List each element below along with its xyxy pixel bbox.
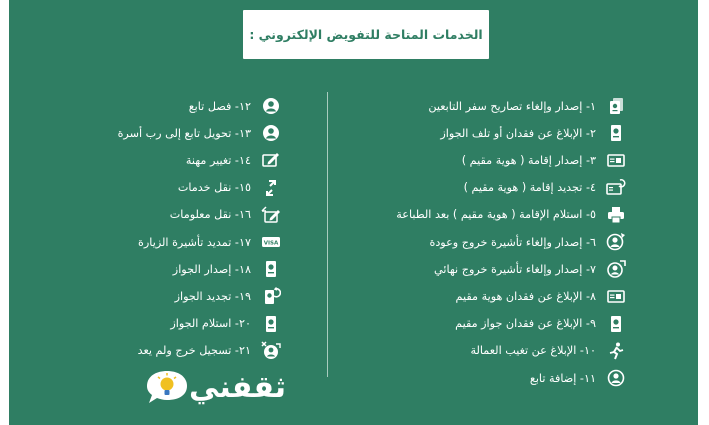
right-column-item: [530, 366, 627, 390]
service-label: ٢٠- استلام الجواز: [170, 317, 251, 331]
left-column-item: [178, 176, 282, 200]
services-panel: [9, 0, 698, 425]
right-column-item: [455, 312, 627, 336]
left-column-item: [186, 148, 282, 172]
service-label: ١- إصدار وإلغاء تصاريح سفر التابعين: [428, 99, 596, 113]
service-label: ١٢- فصل تابع: [188, 99, 251, 113]
svg-text:VISA: VISA: [263, 240, 279, 247]
id-card-icon: [605, 149, 627, 171]
service-label: ٥- استلام الإقامة ( هوية مقيم ) بعد الطباعة: [396, 208, 596, 222]
right-column-item: [470, 339, 627, 363]
lightbulb-bubble-icon: [145, 368, 189, 406]
right-column-item: [440, 121, 627, 145]
passport-icon: [260, 313, 282, 335]
service-label: ١١- إضافة تابع: [529, 371, 596, 385]
left-column-item: [138, 339, 282, 363]
left-column-item: [138, 230, 282, 254]
service-label: ٣- إصدار إقامة ( هوية مقيم ): [461, 153, 596, 167]
service-label: ١٦- نقل معلومات: [169, 208, 251, 222]
right-column-item: [429, 230, 627, 254]
service-label: ١٨- إصدار الجواز: [172, 262, 251, 276]
site-logo: [145, 364, 294, 410]
service-label: ١٣- تحويل تابع إلى رب أسرة: [117, 126, 251, 140]
person-circle-icon: [260, 95, 282, 117]
right-column-item: [456, 284, 627, 308]
service-label: ١٥- نقل خدمات: [177, 181, 251, 195]
service-label: ٧- إصدار وإلغاء تأشيرة خروج نهائي: [434, 262, 596, 276]
left-column-item: [173, 257, 282, 281]
service-label: ٩- الإبلاغ عن فقدان جواز مقيم: [455, 317, 596, 331]
service-label: ٦- إصدار وإلغاء تأشيرة خروج وعودة: [429, 235, 596, 249]
header-title: الخدمات المتاحة للتفويض الإلكتروني :: [249, 27, 483, 42]
column-divider: [327, 92, 328, 377]
add-person-icon: [605, 367, 627, 389]
left-column-item: [170, 312, 282, 336]
service-label: ١٤- تغيير مهنة: [185, 153, 251, 167]
service-label: ٢- الإبلاغ عن فقدان أو تلف الجواز: [440, 126, 596, 140]
users-x-icon: [260, 340, 282, 362]
passport-icon: [260, 258, 282, 280]
transfer-icon: [260, 177, 282, 199]
user-exit-icon: [605, 258, 627, 280]
user-plane-icon: [605, 231, 627, 253]
id-card-icon: [605, 285, 627, 307]
left-column-item: [189, 94, 282, 118]
left-column-item: [175, 284, 282, 308]
service-label: ١٩- تجديد الجواز: [174, 289, 251, 303]
passport-icon: [605, 313, 627, 335]
left-column-item: [170, 203, 282, 227]
passport-doc-icon: [605, 95, 627, 117]
logo-text: ثقفني: [189, 369, 287, 405]
right-column-item: [396, 203, 627, 227]
right-column-item: [464, 176, 627, 200]
running-man-icon: [605, 340, 627, 362]
passport-renew-icon: [260, 285, 282, 307]
service-label: ٤- تجديد إقامة ( هوية مقيم ): [463, 181, 596, 195]
service-label: ٨- الإبلاغ عن فقدان هوية مقيم: [455, 289, 596, 303]
right-column-item: [434, 257, 627, 281]
service-label: ٢١- تسجيل خرج ولم يعد: [137, 344, 251, 358]
right-column-item: [428, 94, 627, 118]
visa-card-icon: [260, 231, 282, 253]
right-column-item: [462, 148, 627, 172]
service-label: ١٧- تمديد تأشيرة الزيارة: [138, 235, 251, 249]
printer-icon: [605, 204, 627, 226]
person-circle-icon: [260, 122, 282, 144]
service-label: ١٠- الإبلاغ عن تغيب العمالة: [470, 344, 596, 358]
passport-icon: [605, 122, 627, 144]
edit-doc-icon: [260, 149, 282, 171]
edit-transfer-icon: [260, 204, 282, 226]
id-card-renew-icon: [605, 177, 627, 199]
left-column-item: [118, 121, 282, 145]
header-box: [243, 10, 489, 59]
